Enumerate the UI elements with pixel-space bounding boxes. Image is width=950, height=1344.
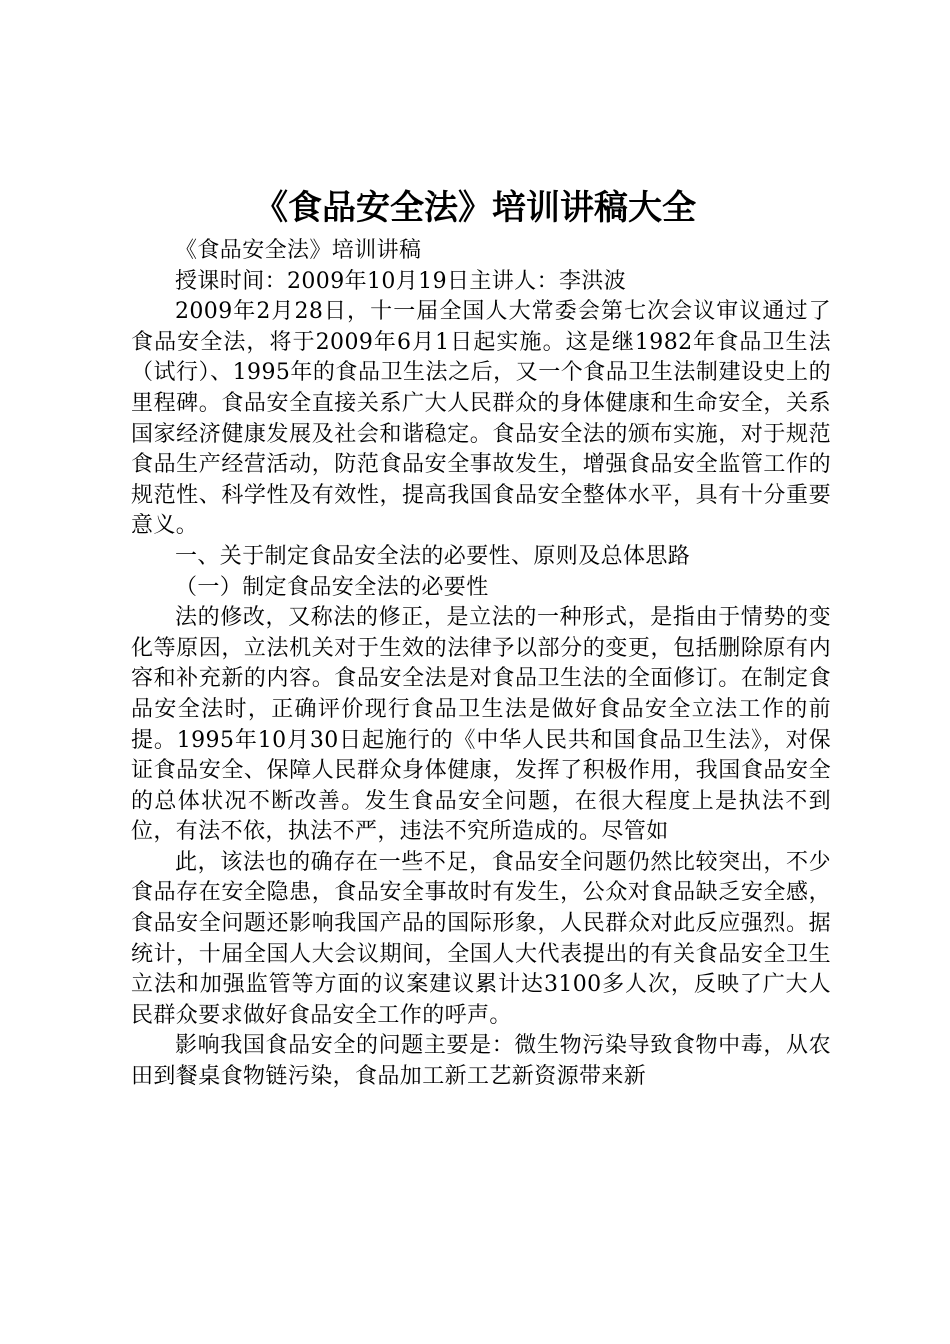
paragraph: 影响我国食品安全的问题主要是：微生物污染导致食物中毒，从农田到餐桌食物链污染，食品加工新工艺新资源带来新 <box>131 1033 831 1090</box>
paragraph-subtitle: 《食品安全法》培训讲稿 <box>175 238 422 263</box>
paragraph: 法的修改，又称法的修正，是立法的一种形式，是指由于情势的变化等原因，立法机关对于生效的法律予以部分的变更，包括删除原有内容和补充新的内容。食品安全法是对食品卫生法的全面修订。在制定食品安全法时，正确评价现行食品卫生法是做好食品安全立法工作的前提。1995年10月30日起施行的《中华人民共和国食品卫生法》，对保证食品安全、保障人民群众身体健康，发挥了积极作用，我国食品安全的总体状况不断改善。发生食品安全问题，在很大程度上是执法不到位，有法不依，执法不严，违法不究所造成的。尽管如 <box>131 605 831 845</box>
paragraph-lecture-info: 授课时间：2009年10月19日主讲人：李洪波 <box>175 268 627 294</box>
document-title: 《食品安全法》培训讲稿大全 <box>254 188 696 228</box>
document-body <box>131 236 831 1093</box>
paragraph: 此，该法也的确存在一些不足，食品安全问题仍然比较突出，不少食品存在安全隐患，食品安全事故时有发生，公众对食品缺乏安全感，食品安全问题还影响我国产品的国际形象，人民群众对此反应强烈。据统计，十届全国人大会议期间，全国人大代表提出的有关食品安全卫生立法和加强监管等方面的议案建议累计达3100多人次，反映了广大人民群众要求做好食品安全工作的呼声。 <box>131 849 831 1028</box>
section-heading: 一、关于制定食品安全法的必要性、原则及总体思路 <box>175 543 691 569</box>
subsection-heading: （一）制定食品安全法的必要性 <box>175 574 489 600</box>
paragraph: 2009年2月28日，十一届全国人大常委会第七次会议审议通过了食品安全法，将于2009年6月1日起实施。这是继1982年食品卫生法（试行）、1995年的食品卫生法之后，又一个食品卫生法制建设史上的里程碑。食品安全直接关系广大人民群众的身体健康和生命安全，关系国家经济健康发展及社会和谐稳定。食品安全法的颁布实施，对于规范食品生产经营活动，防范食品安全事故发生，增强食品安全监管工作的规范性、科学性及有效性，提高我国食品安全整体水平，具有十分重要意义。 <box>131 299 831 539</box>
